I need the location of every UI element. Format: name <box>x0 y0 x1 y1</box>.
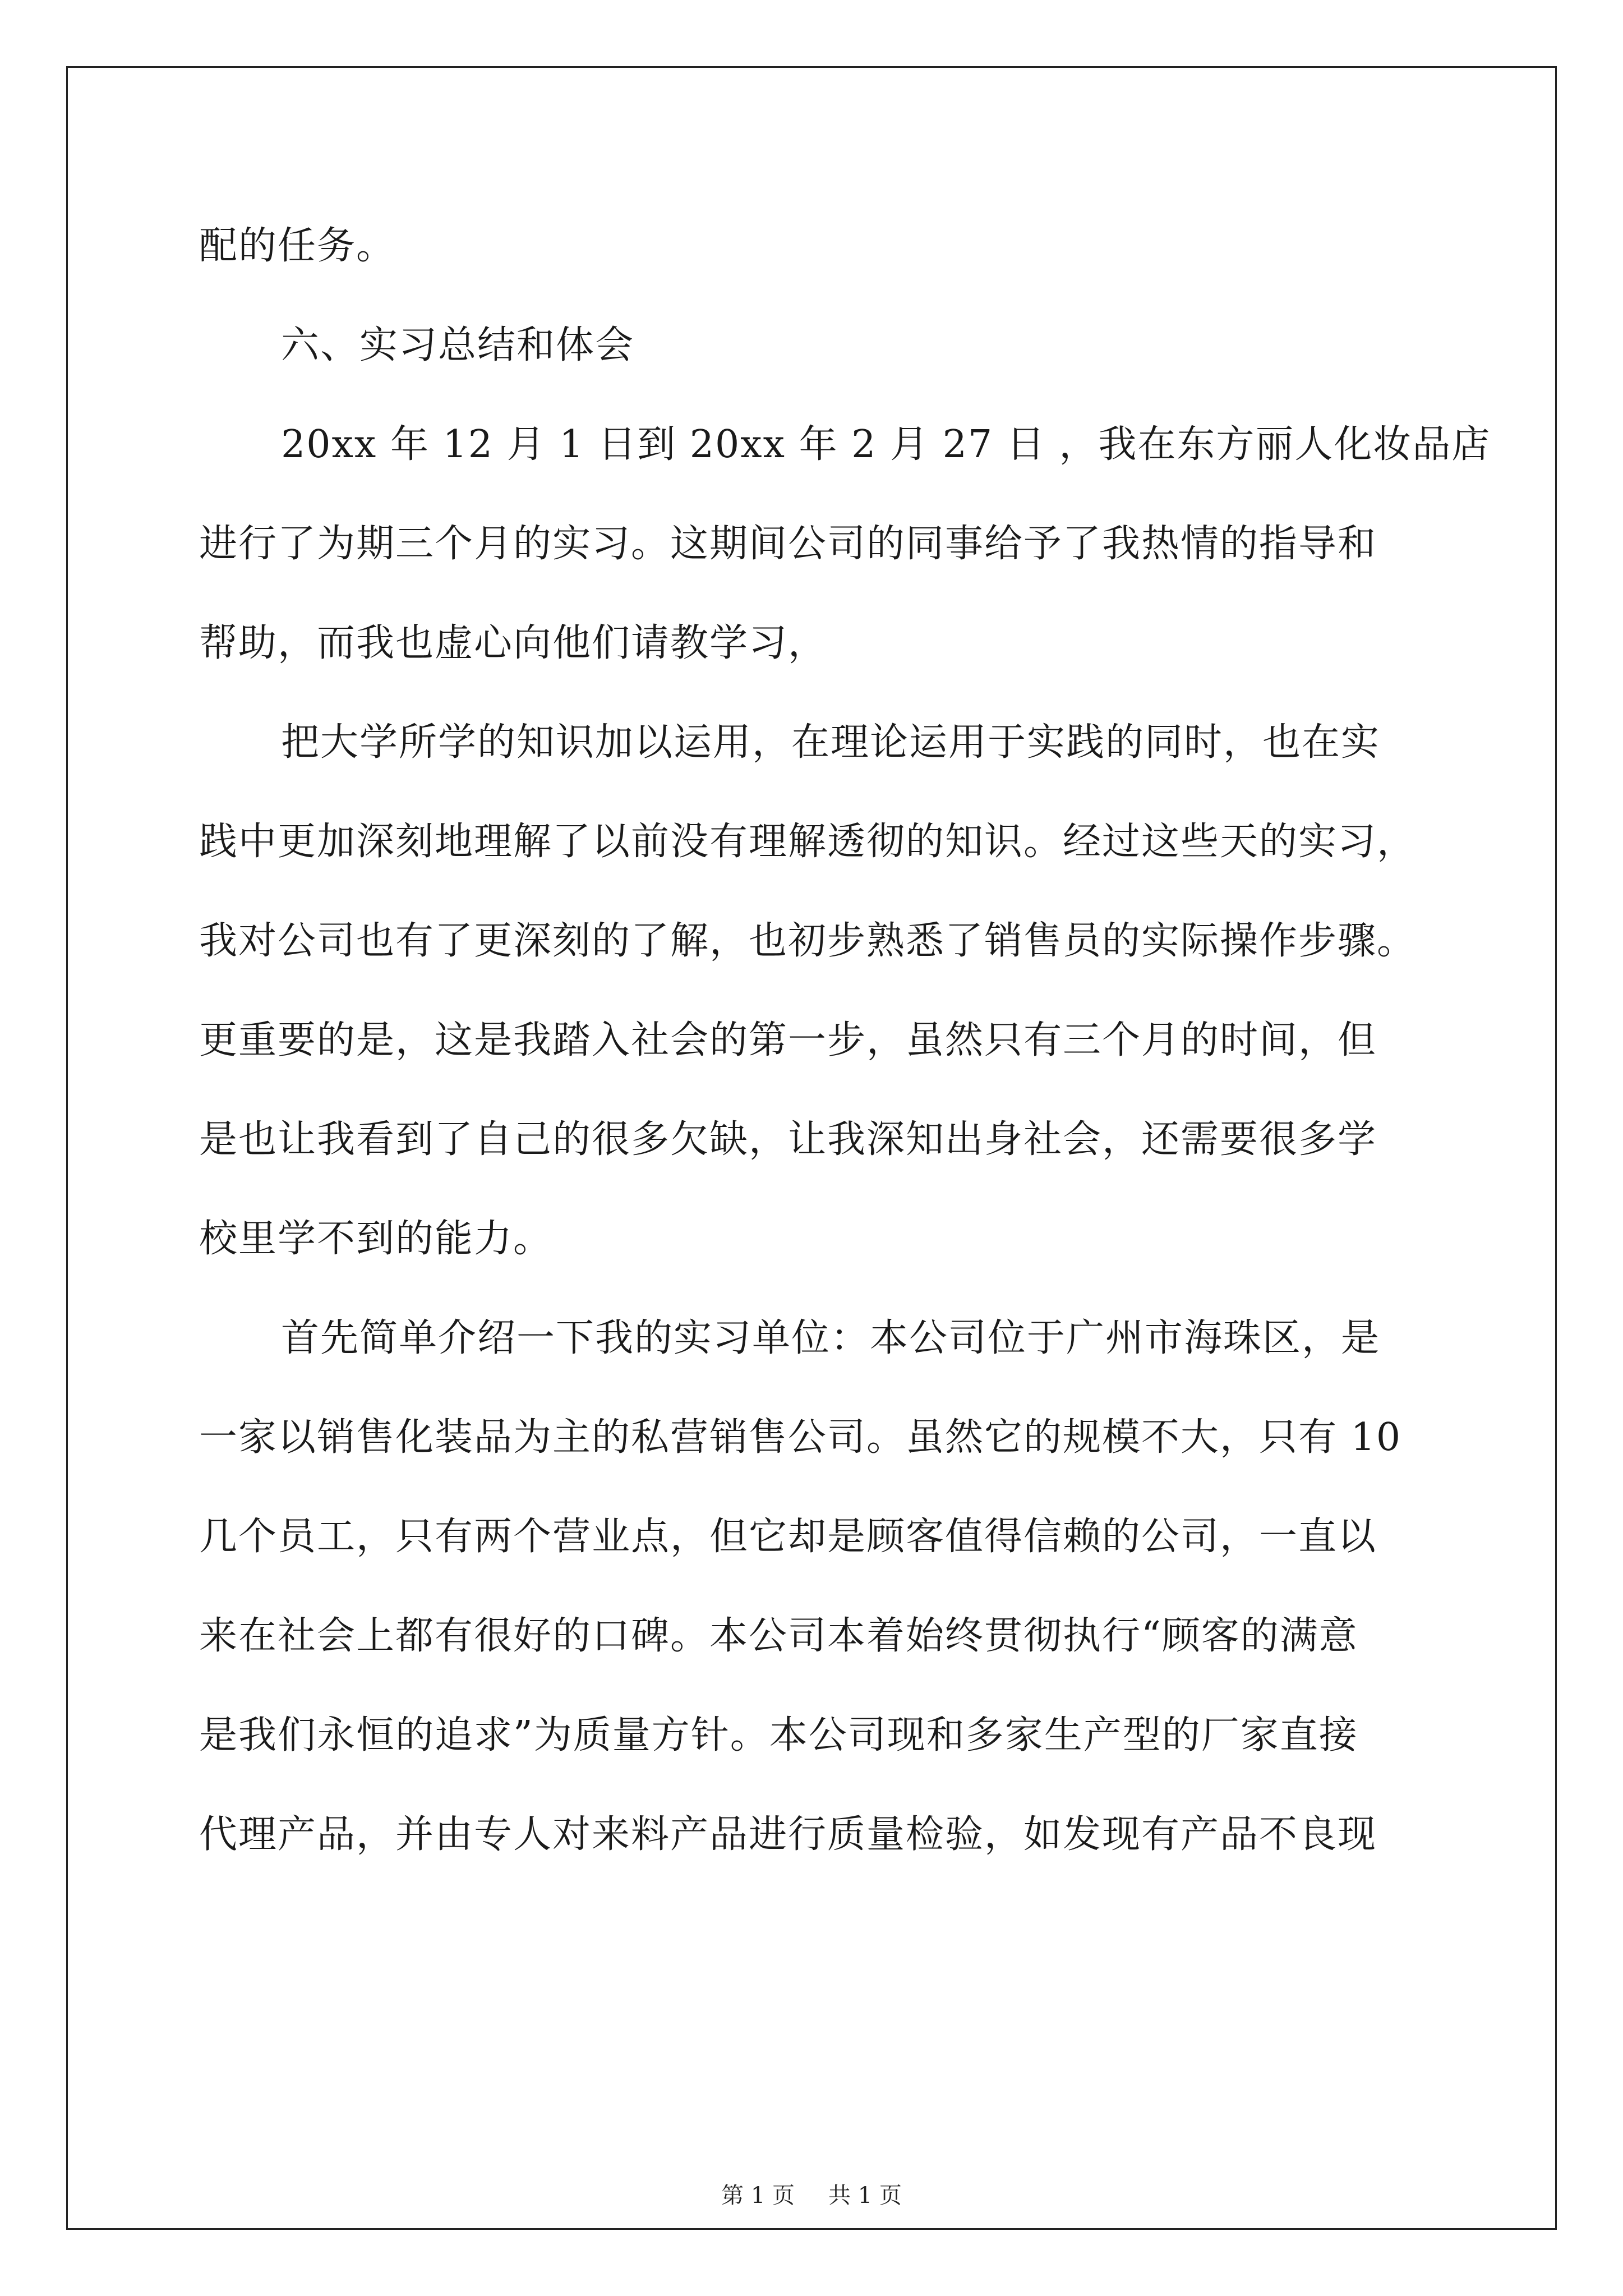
text-line: 代理产品，并由专人对来料产品进行质量检验，如发现有产品不良现 <box>199 1812 1377 1857</box>
text-line: 进行了为期三个月的实习。这期间公司的同事给予了我热情的指导和 <box>199 522 1377 566</box>
text-line: 是我们永恒的追求”为质量方针。本公司现和多家生产型的厂家直接 <box>199 1713 1358 1757</box>
text-line: 校里学不到的能力。 <box>199 1217 553 1261</box>
document-body <box>199 196 1491 1884</box>
text-line: 20xx 年 12 月 1 日到 20xx 年 2 月 27 日 ，我在东方丽人化妆品店 <box>281 422 1491 467</box>
text-line: 践中更加深刻地理解了以前没有理解透彻的知识。经过这些天的实习， <box>199 820 1417 864</box>
page-footer <box>0 2178 1623 2210</box>
text-line: 是也让我看到了自己的很多欠缺，让我深知出身社会，还需要很多学 <box>199 1117 1377 1162</box>
text-line: 配的任务。 <box>199 224 396 268</box>
text-line: 我对公司也有了更深刻的了解，也初步熟悉了销售员的实际操作步骤。 <box>199 919 1417 963</box>
section-heading: 六、实习总结和体会 <box>281 323 635 367</box>
text-line: 首先简单介绍一下我的实习单位：本公司位于广州市海珠区，是 <box>281 1316 1381 1360</box>
text-line: 更重要的是，这是我踏入社会的第一步，虽然只有三个月的时间，但 <box>199 1018 1377 1062</box>
page-total: 共 1 页 <box>828 2183 902 2208</box>
text-line: 帮助，而我也虚心向他们请教学习， <box>199 621 828 665</box>
text-line: 一家以销售化装品为主的私营销售公司。虽然它的规模不大，只有 10 <box>199 1415 1402 1460</box>
page-number: 第 1 页 <box>721 2183 795 2208</box>
text-line: 几个员工，只有两个营业点，但它却是顾客值得信赖的公司，一直以 <box>199 1515 1377 1559</box>
text-line: 把大学所学的知识加以运用，在理论运用于实践的同时，也在实 <box>281 720 1381 765</box>
text-line: 来在社会上都有很好的口碑。本公司本着始终贯彻执行“顾客的满意 <box>199 1614 1358 1658</box>
